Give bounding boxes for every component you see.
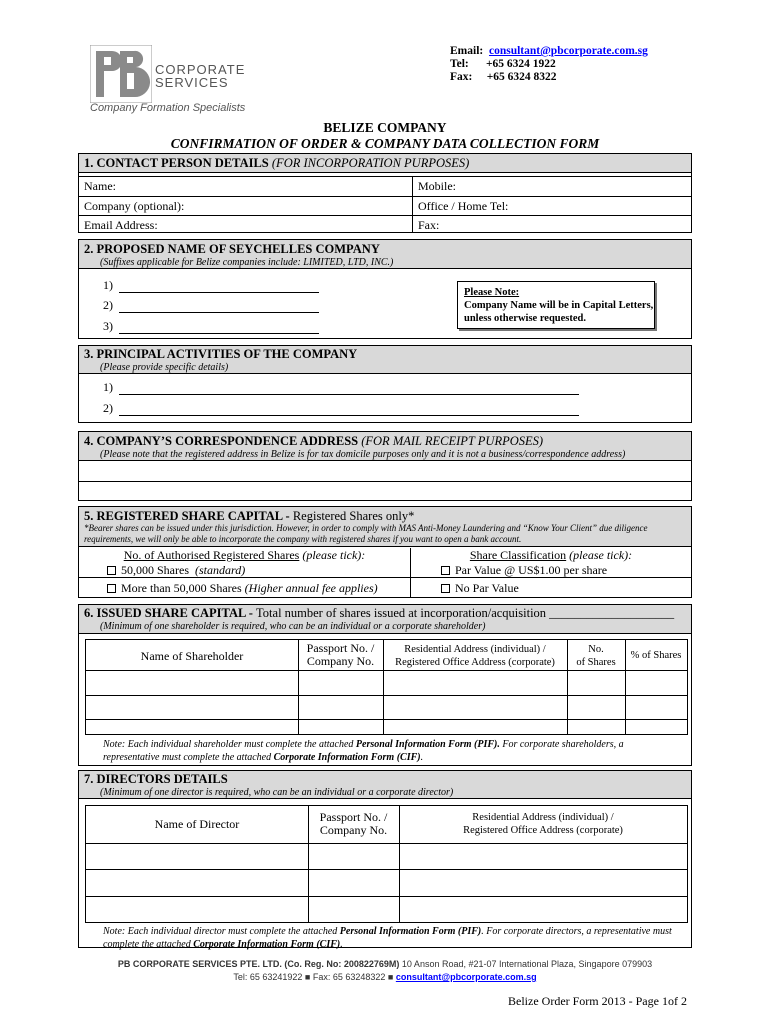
email-address-field[interactable]: Email Address: <box>84 218 158 232</box>
address-line-2[interactable] <box>79 481 691 501</box>
office-tel-field[interactable]: Office / Home Tel: <box>412 197 691 215</box>
section-contact-person <box>78 153 692 233</box>
section-proposed-name <box>78 239 692 339</box>
option-more-shares[interactable]: More than 50,000 Shares (Higher annual fee applies) <box>107 581 378 596</box>
table-row[interactable] <box>86 897 687 922</box>
email-label: Email: <box>450 45 484 57</box>
form-title: BELIZE COMPANY <box>323 120 447 135</box>
footer-email-link[interactable]: consultant@pbcorporate.com.sg <box>395 972 537 982</box>
name-option-1-input[interactable] <box>119 292 319 293</box>
section-1-heading: 1. CONTACT PERSON DETAILS (FOR INCORPORATION PURPOSES) <box>79 154 691 173</box>
activity-1: 1) <box>103 380 579 395</box>
company-logo <box>90 45 152 103</box>
activity-1-input[interactable] <box>119 394 579 395</box>
activity-2: 2) <box>103 401 579 416</box>
checkbox[interactable] <box>441 566 450 575</box>
col-address: Residential Address (individual) / Registered Office Address (corporate) <box>395 644 555 668</box>
divider <box>79 176 691 177</box>
fax-label: Fax: <box>450 71 473 83</box>
page-footer <box>0 958 770 984</box>
activity-2-input[interactable] <box>119 415 579 416</box>
please-note-box: Please Note: Company Name will be in Capital Letters, unless otherwise requested. <box>457 281 655 329</box>
footer-address: 10 Anson Road, #21-07 International Plaza, Singapore 079903 <box>399 959 653 969</box>
col-percent-shares: % of Shares <box>630 650 682 661</box>
form-subtitle: CONFIRMATION OF ORDER & COMPANY DATA COLLECTION FORM <box>170 136 600 151</box>
footer-company: PB CORPORATE SERVICES PTE. LTD. (Co. Reg. No: 200822769M) <box>117 959 400 969</box>
section-directors <box>78 770 692 948</box>
section-5-heading: 5. REGISTERED SHARE CAPITAL - Registered Shares only* *Bearer shares can be issued under this jurisdiction. However, in order to comply with MAS Anti-Money Laundering and “Know Your Client” due diligence requirements, we will only be able to incorporate the company with registered shares if you want to open a bank account. <box>79 507 691 547</box>
email-link[interactable]: consultant@pbcorporate.com.sg <box>488 45 648 57</box>
option-50000-shares[interactable]: 50,000 Shares (standard) <box>107 563 245 578</box>
contact-block <box>450 45 648 84</box>
section-4-heading: 4. COMPANY’S CORRESPONDENCE ADDRESS (FOR MAIL RECEIPT PURPOSES) (Please note that the registered address in Belize is for tax domicile purposes only and it is not a business/correspondence address) <box>79 432 691 461</box>
tel-label: Tel: <box>450 58 469 70</box>
col-no-of-shares: No. of Shares <box>576 644 616 668</box>
section-principal-activities <box>78 345 692 423</box>
checkbox[interactable] <box>107 584 116 593</box>
col-address: Residential Address (individual) / Registered Office Address (corporate) <box>463 812 623 836</box>
logo-word-corporate: CORPORATE <box>155 62 246 77</box>
col-name-of-shareholder: Name of Shareholder <box>140 649 244 663</box>
name-option-1: 1) <box>103 278 319 293</box>
col-name-of-director: Name of Director <box>154 817 240 831</box>
authorised-shares-title: No. of Authorised Registered Shares (please tick): <box>123 548 366 562</box>
table-row[interactable] <box>86 696 687 719</box>
company-field[interactable]: Company (optional): <box>84 199 185 213</box>
table-row[interactable] <box>86 870 687 896</box>
table-row[interactable] <box>86 671 687 695</box>
option-par-value[interactable]: Par Value @ US$1.00 per share <box>441 563 607 578</box>
section-3-heading: 3. PRINCIPAL ACTIVITIES OF THE COMPANY (Please provide specific details) <box>79 346 691 374</box>
directors-table <box>85 805 688 923</box>
checkbox[interactable] <box>441 584 450 593</box>
shareholder-note: Note: Each individual shareholder must complete the attached Personal Information Form (PIF). For corporate shareholders, a representative must complete the attached Corporate Information Form (CIF). <box>103 739 624 763</box>
footer-contacts: Tel: 65 63241922 ■ Fax: 65 63248322 ■ <box>233 972 396 982</box>
form-row <box>79 177 691 196</box>
section-issued-share-capital <box>78 604 692 766</box>
section-2-heading: 2. PROPOSED NAME OF SEYCHELLES COMPANY (Suffixes applicable for Belize companies include: LIMITED, LTD, INC.) <box>79 240 691 269</box>
fax-field[interactable]: Fax: <box>412 216 691 233</box>
section-6-heading: 6. ISSUED SHARE CAPITAL - Total number of shares issued at incorporation/acquisition ____________________ (Minimum of one shareholder is required, who can be an individual or a corporate shareholder) <box>79 605 691 634</box>
director-note: Note: Each individual director must complete the attached Personal Information Form (PIF). For corporate directors, a representative must complete the attached Corporate Information Form (CIF). <box>103 926 672 950</box>
section-share-capital <box>78 506 692 598</box>
share-classification-title: Share Classification (please tick): <box>469 548 633 562</box>
mobile-field[interactable]: Mobile: <box>412 177 691 196</box>
table-row[interactable] <box>86 844 687 869</box>
name-option-3-input[interactable] <box>119 333 319 334</box>
pb-logo-icon <box>90 45 152 103</box>
section-correspondence-address <box>78 431 692 501</box>
option-no-par-value[interactable]: No Par Value <box>441 581 519 596</box>
col-passport-no: Passport No. / Company No. <box>306 641 375 668</box>
name-option-2: 2) <box>103 298 319 313</box>
shareholder-table <box>85 639 688 735</box>
row-divider <box>86 719 687 720</box>
page-number: Belize Order Form 2013 - Page 1of 2 <box>508 994 687 1008</box>
logo-tagline: Company Formation Specialists <box>90 102 246 114</box>
section-7-heading: 7. DIRECTORS DETAILS (Minimum of one director is required, who can be an individual or a corporate director) <box>79 771 691 799</box>
tel-value: +65 6324 1922 <box>486 58 556 70</box>
address-line-1[interactable] <box>79 461 691 481</box>
name-option-2-input[interactable] <box>119 312 319 313</box>
checkbox[interactable] <box>107 566 116 575</box>
name-field[interactable]: Name: <box>84 179 116 193</box>
form-row <box>79 196 691 215</box>
name-option-3: 3) <box>103 319 319 334</box>
logo-word-services: SERVICES <box>155 75 229 90</box>
col-passport-no: Passport No. / Company No. <box>319 810 388 837</box>
fax-value: +65 6324 8322 <box>486 71 557 83</box>
form-row <box>79 215 691 233</box>
